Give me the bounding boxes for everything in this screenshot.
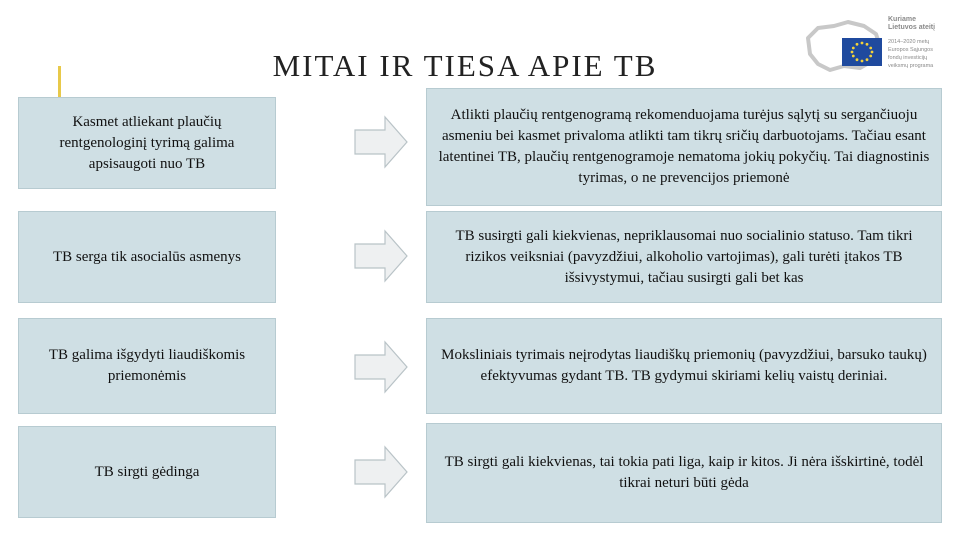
page-title: MITAI IR TIESA APIE TB bbox=[272, 48, 658, 83]
truth-text-4: TB sirgti gali kiekvienas, tai tokia pati liga, kaip ir kitos. Ji nėra išskirtinė, todėl tikrai neturi būti gėda bbox=[444, 454, 924, 491]
truth-box-3 bbox=[426, 318, 942, 414]
logo-line-6: veiksmų programa bbox=[888, 63, 934, 69]
myth-box-2 bbox=[18, 211, 276, 303]
eu-funds-logo bbox=[804, 14, 954, 74]
truth-box-4 bbox=[426, 423, 942, 523]
arrow-right-icon bbox=[353, 445, 409, 499]
truth-box-1 bbox=[426, 88, 942, 206]
arrow-right-icon bbox=[353, 340, 409, 394]
myth-box-4 bbox=[18, 426, 276, 518]
logo-line-3: 2014–2020 metų bbox=[888, 39, 930, 45]
truth-text-1: Atlikti plaučių rentgenogramą rekomenduojama turėjus sąlytį su sergančiuoju asmeniu bei kasmet privaloma atlikti tam tikrų sričių darbuotojams. Tačiau esant latentinei TB, plaučių rentgenogramoje nematoma jokių pokyčių. Tai diagnostinis tyrimas, o ne prevencijos priemonė bbox=[438, 107, 930, 186]
myth-text-3: TB galima išgydyti liaudiškomis priemonėmis bbox=[48, 347, 246, 384]
logo-line-2: Lietuvos ateitį bbox=[888, 24, 936, 31]
truth-text-2: TB susirgti gali kiekvienas, nepriklausomai nuo socialinio statuso. Tam tikri rizikos veiksniai (pavyzdžiui, alkoholio vartojimas), gali turėti įtakos TB išsivystymui, tačiau susirgti gali bet kas bbox=[455, 227, 913, 286]
truth-text-3: Moksliniais tyrimais neįrodytas liaudiškų priemonių (pavyzdžiui, barsuko taukų) efektyvumas gydant TB. TB gydymui skiriami kelių vaistų deriniai. bbox=[441, 347, 927, 384]
arrow-right-icon bbox=[353, 229, 409, 283]
myth-text-1: Kasmet atliekant plaučių rentgenologinį tyrimą galima apsisaugoti nuo TB bbox=[59, 113, 235, 172]
logo-line-4: Europos Sąjungos bbox=[888, 47, 933, 53]
logo-line-5: fondų investicijų bbox=[888, 55, 928, 61]
truth-box-2 bbox=[426, 211, 942, 303]
logo-line-1: Kuriame bbox=[888, 16, 917, 23]
logo-text bbox=[888, 16, 958, 70]
eu-flag-icon bbox=[842, 38, 882, 66]
myth-text-2: TB serga tik asocialūs asmenys bbox=[52, 248, 242, 265]
myth-box-1 bbox=[18, 97, 276, 189]
myth-text-4: TB sirgti gėdinga bbox=[94, 463, 200, 480]
arrow-right-icon bbox=[353, 115, 409, 169]
myth-box-3 bbox=[18, 318, 276, 414]
